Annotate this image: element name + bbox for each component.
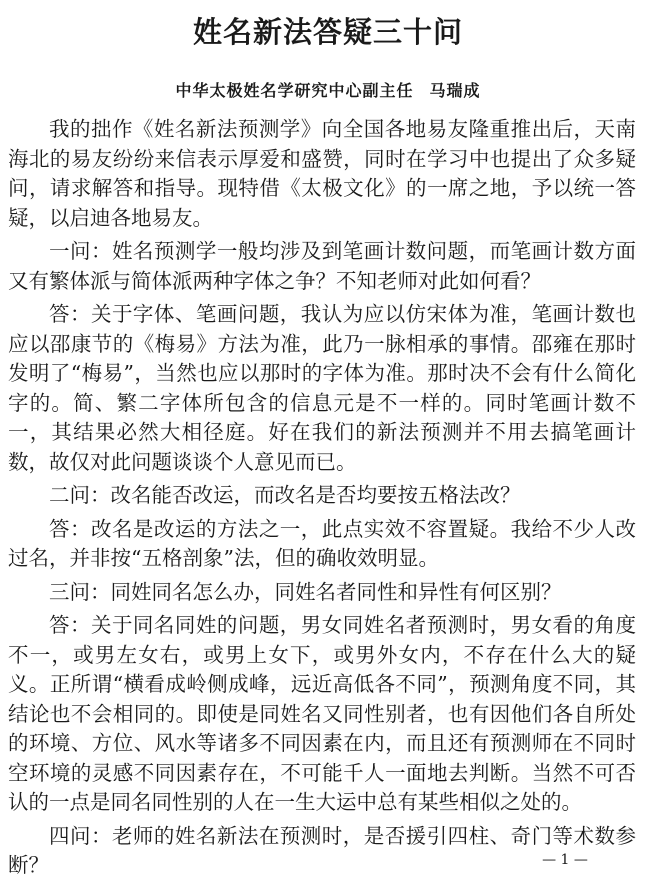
answer-2: 答：改名是改运的方法之一，此点实效不容置疑。我给不少人改过名，并非按“五格剖象”法，但的确收效明显。 (8, 516, 636, 570)
question-3: 三问：同姓同名怎么办，同姓名者同性和异性有何区别？ (49, 579, 562, 604)
answer-3: 答：关于同名同姓的问题，男女同姓名者预测时，男女看的角度不一，或男左女右，或男上女下，或男外女内，不存在什么大的疑义。正所谓“横看成岭侧成峰，远近高低各不同”，预测角度不同，其结论也不会相同的。即使是同姓名又同性别者，也有因他们各自所处的环境、方位、风水等诸多不同因素在内，而且还有预测师在不同时空环境的灵感不同因素存在，不可能千人一面地去判断。当然不可否认的一点是同名同性别的人在一生大运中总有某些相似之处的。 (8, 613, 636, 814)
article-body (8, 115, 636, 876)
question-4: 四问：老师的姓名新法在预测时，是否援引四柱、奇门等术数参断？ (8, 823, 636, 876)
question-2: 二问：改名能否改运，而改名是否均要按五格法改？ (49, 483, 521, 507)
intro-paragraph: 我的拙作《姓名新法预测学》向全国各地易友隆重推出后，天南海北的易友纷纷来信表示厚爱和盛赞，同时在学习中也提出了众多疑问，请求解答和指导。现特借《太极文化》的一席之地，予以统一答疑，以启迪各地易友。 (8, 117, 636, 230)
author-affiliation: 中华太极姓名学研究中心副主任 (175, 81, 414, 100)
article-title: 姓名新法答疑三十问 (192, 15, 463, 49)
answer-1: 答：关于字体、笔画问题，我认为应以仿宋体为准，笔画计数也应以邵康节的《梅易》方法为准，此乃一脉相承的事情。邵雍在那时发明了“梅易”，当然也应以那时的字体为准。那时决不会有什么简化字的。简、繁二字体所包含的信息元是不一样的。同时笔画计数不一，其结果必然大相径庭。好在我们的新法预测并不用去搞笔画计数，故仅对此问题谈谈个人意见而已。 (8, 302, 636, 474)
author-name: 马瑞成 (429, 81, 481, 100)
page-number: — 1 — (542, 852, 588, 868)
byline (0, 78, 656, 101)
question-1: 一问：姓名预测学一般均涉及到笔画计数问题，而笔画计数方面又有繁体派与简体派两种字体之争？不知老师对此如何看？ (8, 239, 636, 293)
